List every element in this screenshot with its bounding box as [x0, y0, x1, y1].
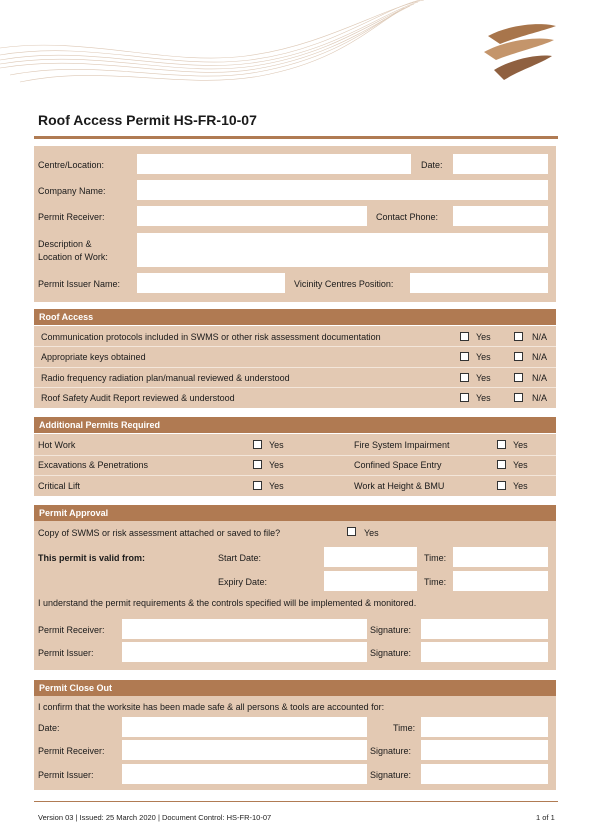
document-title: Roof Access Permit HS-FR-10-07 — [38, 112, 257, 128]
close-out-time-label: Time: — [393, 723, 416, 733]
approval-receiver-signature-field[interactable] — [421, 619, 548, 639]
permit-excavations: Excavations & Penetrations — [38, 460, 149, 470]
row-divider — [34, 387, 556, 388]
roof-item-4: Roof Safety Audit Report reviewed & understood — [41, 393, 235, 403]
start-time-label: Time: — [424, 553, 447, 563]
roof-3-yes-checkbox[interactable] — [460, 373, 469, 382]
phone-label: Contact Phone: — [376, 212, 439, 222]
expiry-time-label: Time: — [424, 577, 447, 587]
approval-receiver-field[interactable] — [122, 619, 367, 639]
close-out-issuer-field[interactable] — [122, 764, 367, 784]
issuer-name-field[interactable] — [137, 273, 285, 293]
row-divider — [34, 455, 556, 456]
receiver-field[interactable] — [137, 206, 367, 226]
approval-receiver-signature-label: Signature: — [370, 625, 412, 635]
start-date-field[interactable] — [324, 547, 417, 567]
expiry-date-field[interactable] — [324, 571, 417, 591]
roof-1-yes-checkbox[interactable] — [460, 332, 469, 341]
work-at-height-checkbox[interactable] — [497, 481, 506, 490]
receiver-label: Permit Receiver: — [38, 212, 105, 222]
row-divider — [34, 346, 556, 347]
close-out-header: Permit Close Out — [34, 680, 556, 696]
date-field[interactable] — [453, 154, 548, 174]
vicinity-label: Vicinity Centres Position: — [294, 279, 394, 289]
close-out-receiver-label: Permit Receiver: — [38, 746, 105, 756]
yes-label: Yes — [476, 393, 491, 403]
start-time-field[interactable] — [453, 547, 548, 567]
start-date-label: Start Date: — [218, 553, 262, 563]
permit-fire-system: Fire System Impairment — [354, 440, 450, 450]
close-out-issuer-signature-field[interactable] — [421, 764, 548, 784]
close-out-date-field[interactable] — [122, 717, 367, 737]
row-divider — [34, 475, 556, 476]
description-label-1: Description & — [38, 239, 92, 249]
permit-confined-space: Confined Space Entry — [354, 460, 442, 470]
company-field[interactable] — [137, 180, 548, 200]
close-out-date-label: Date: — [38, 723, 60, 733]
centre-field[interactable] — [137, 154, 411, 174]
valid-from-label: This permit is valid from: — [38, 553, 146, 563]
na-label: N/A — [532, 393, 548, 403]
roof-item-1: Communication protocols included in SWMS or other risk assessment documentation — [41, 332, 381, 342]
roof-item-3: Radio frequency radiation plan/manual reviewed & understood — [41, 373, 290, 383]
roof-4-yes-checkbox[interactable] — [460, 393, 469, 402]
roof-2-na-checkbox[interactable] — [514, 352, 523, 361]
roof-item-2: Appropriate keys obtained — [41, 352, 146, 362]
yes-label: Yes — [476, 352, 491, 362]
na-label: N/A — [532, 373, 548, 383]
description-field[interactable] — [137, 233, 548, 267]
approval-issuer-field[interactable] — [122, 642, 367, 662]
permit-work-at-height: Work at Height & BMU — [354, 481, 445, 491]
yes-label: Yes — [513, 460, 528, 470]
roof-3-na-checkbox[interactable] — [514, 373, 523, 382]
close-out-time-field[interactable] — [421, 717, 548, 737]
permit-approval-header: Permit Approval — [34, 505, 556, 521]
close-out-issuer-label: Permit Issuer: — [38, 770, 94, 780]
fire-system-checkbox[interactable] — [497, 440, 506, 449]
close-out-receiver-signature-label: Signature: — [370, 746, 412, 756]
understand-statement: I understand the permit requirements & the controls specified will be implemented & monitored. — [38, 598, 417, 608]
close-out-receiver-field[interactable] — [122, 740, 367, 760]
roof-1-na-checkbox[interactable] — [514, 332, 523, 341]
centre-label: Centre/Location: — [38, 160, 105, 170]
date-label: Date: — [421, 160, 443, 170]
approval-issuer-label: Permit Issuer: — [38, 648, 94, 658]
yes-label: Yes — [269, 440, 284, 450]
close-out-issuer-signature-label: Signature: — [370, 770, 412, 780]
na-label: N/A — [532, 352, 548, 362]
footer-version-text: Version 03 | Issued: 25 March 2020 | Document Control: HS-FR-10-07 — [38, 813, 272, 822]
company-logo — [480, 18, 560, 84]
yes-label: Yes — [269, 460, 284, 470]
page-number: 1 of 1 — [536, 813, 555, 822]
approval-issuer-signature-field[interactable] — [421, 642, 548, 662]
company-label: Company Name: — [38, 186, 106, 196]
vicinity-field[interactable] — [410, 273, 548, 293]
expiry-date-label: Expiry Date: — [218, 577, 268, 587]
row-divider — [34, 367, 556, 368]
approval-issuer-signature-label: Signature: — [370, 648, 412, 658]
yes-label: Yes — [513, 481, 528, 491]
approval-receiver-label: Permit Receiver: — [38, 625, 105, 635]
footer-divider — [34, 801, 558, 802]
roof-2-yes-checkbox[interactable] — [460, 352, 469, 361]
excavations-checkbox[interactable] — [253, 460, 262, 469]
hot-work-checkbox[interactable] — [253, 440, 262, 449]
critical-lift-checkbox[interactable] — [253, 481, 262, 490]
na-label: N/A — [532, 332, 548, 342]
yes-label: Yes — [476, 332, 491, 342]
title-divider — [34, 136, 558, 139]
close-out-receiver-signature-field[interactable] — [421, 740, 548, 760]
permit-hot-work: Hot Work — [38, 440, 76, 450]
roof-access-header: Roof Access — [34, 309, 556, 325]
phone-field[interactable] — [453, 206, 548, 226]
additional-permits-header: Additional Permits Required — [34, 417, 556, 433]
permit-critical-lift: Critical Lift — [38, 481, 81, 491]
yes-label: Yes — [269, 481, 284, 491]
swms-question: Copy of SWMS or risk assessment attached or saved to file? — [38, 528, 281, 538]
yes-label: Yes — [364, 528, 379, 538]
description-label-2: Location of Work: — [38, 252, 108, 262]
yes-label: Yes — [513, 440, 528, 450]
swms-yes-checkbox[interactable] — [347, 527, 356, 536]
expiry-time-field[interactable] — [453, 571, 548, 591]
confined-space-checkbox[interactable] — [497, 460, 506, 469]
roof-4-na-checkbox[interactable] — [514, 393, 523, 402]
yes-label: Yes — [476, 373, 491, 383]
close-out-confirm: I confirm that the worksite has been made safe & all persons & tools are accounted for: — [38, 702, 385, 712]
issuer-name-label: Permit Issuer Name: — [38, 279, 121, 289]
